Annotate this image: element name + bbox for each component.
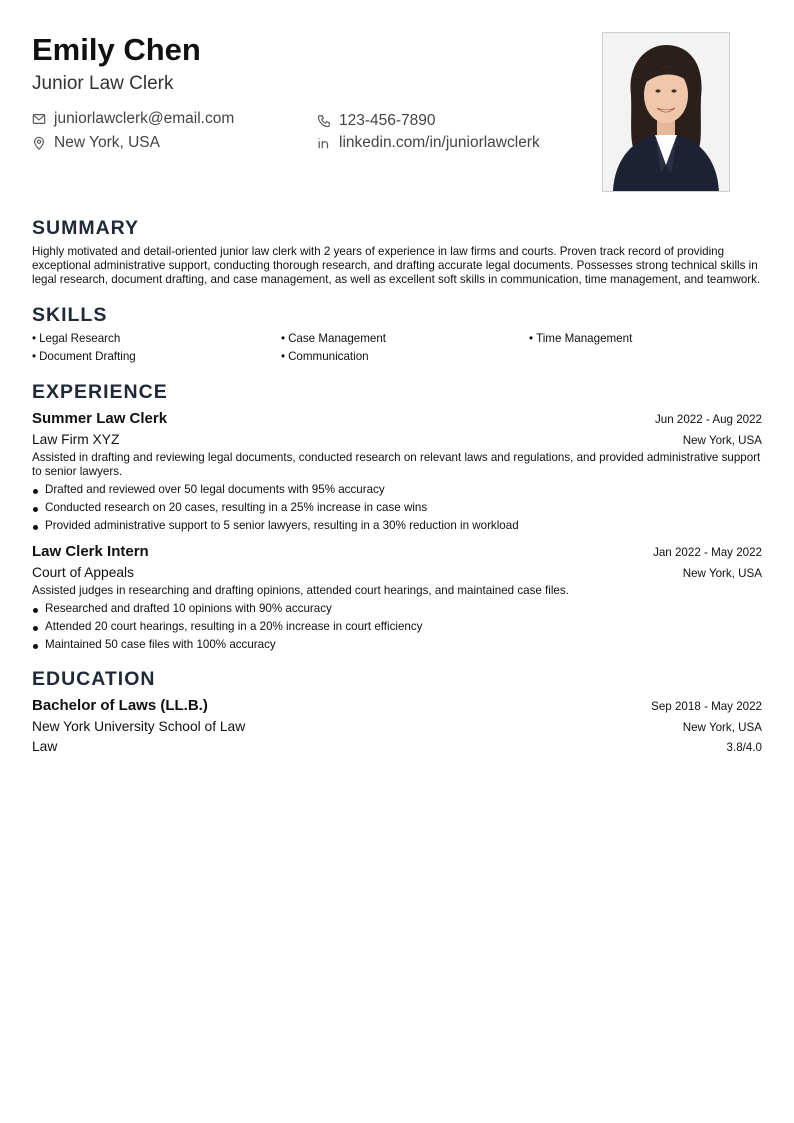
profile-photo — [602, 32, 730, 192]
list-item: Conducted research on 20 cases, resulting in a 25% increase in case wins — [32, 501, 762, 515]
list-item: Provided administrative support to 5 senior lawyers, resulting in a 30% reduction in workload — [32, 519, 762, 533]
candidate-title: Junior Law Clerk — [32, 73, 174, 94]
job-location: New York, USA — [682, 567, 762, 580]
location-text: New York, USA — [54, 134, 160, 151]
phone-text: 123-456-7890 — [339, 112, 436, 129]
skill-item: • Case Management — [281, 332, 387, 345]
education-entry — [32, 697, 762, 756]
mail-icon — [32, 112, 46, 126]
contact-linkedin[interactable] — [317, 134, 540, 152]
school-location: New York, USA — [682, 721, 762, 734]
skill-item: • Communication — [281, 350, 369, 363]
skill-item: • Document Drafting — [32, 350, 136, 363]
job-org: Court of Appeals — [32, 565, 135, 580]
list-item: Maintained 50 case files with 100% accuracy — [32, 638, 762, 652]
experience-section — [32, 381, 762, 652]
linkedin-text: linkedin.com/in/juniorlawclerk — [339, 134, 540, 151]
job-entry — [32, 410, 762, 533]
contact-phone[interactable] — [317, 112, 436, 130]
phone-icon — [317, 114, 331, 128]
job-description: Assisted in drafting and reviewing legal documents, conducted research on relevant laws and regulations, and provided administrative support to senior lawyers. — [32, 451, 761, 478]
skills-section — [32, 304, 762, 364]
list-item: Drafted and reviewed over 50 legal documents with 95% accuracy — [32, 483, 762, 497]
field-of-study: Law — [32, 739, 58, 754]
job-dates: Jan 2022 - May 2022 — [653, 546, 762, 559]
job-achievements — [32, 602, 762, 652]
portrait-illustration — [603, 33, 729, 191]
job-title: Law Clerk Intern — [32, 543, 149, 560]
job-description: Assisted judges in researching and drafting opinions, attended court hearings, and maintained case files. — [32, 584, 569, 597]
degree-title: Bachelor of Laws (LL.B.) — [32, 697, 208, 714]
job-achievements — [32, 483, 762, 533]
resume-header — [32, 32, 762, 192]
experience-heading: EXPERIENCE — [32, 381, 168, 403]
skills-list — [32, 332, 762, 364]
skills-heading: SKILLS — [32, 304, 108, 326]
education-dates: Sep 2018 - May 2022 — [651, 700, 762, 713]
candidate-name: Emily Chen — [32, 32, 201, 67]
map-pin-icon — [32, 136, 46, 150]
list-item: Attended 20 court hearings, resulting in a 20% increase in court efficiency — [32, 620, 762, 634]
school-name: New York University School of Law — [32, 719, 246, 734]
list-item: Researched and drafted 10 opinions with 90% accuracy — [32, 602, 762, 616]
skill-item: • Legal Research — [32, 332, 121, 345]
email-text: juniorlawclerk@email.com — [54, 110, 235, 127]
contact-email[interactable] — [32, 110, 234, 128]
skill-item: • Time Management — [529, 332, 633, 345]
job-location: New York, USA — [682, 434, 762, 447]
contact-location — [32, 134, 160, 152]
job-title: Summer Law Clerk — [32, 410, 168, 427]
linkedin-icon — [317, 136, 331, 150]
summary-heading: SUMMARY — [32, 217, 140, 239]
job-org: Law Firm XYZ — [32, 432, 120, 447]
summary-text: Highly motivated and detail-oriented junior law clerk with 2 years of experience in law firms and courts. Proven track record of providing exceptional administrative support, conducting thorough research, and drafting accurate legal documents. Possesses strong technical skills in legal research, document drafting, and case management, as well as excellent soft skills in communication, time management, and teamwork. — [32, 245, 761, 286]
gpa: 3.8/4.0 — [726, 741, 762, 754]
education-heading: EDUCATION — [32, 668, 156, 690]
education-section — [32, 668, 762, 756]
job-dates: Jun 2022 - Aug 2022 — [654, 413, 762, 426]
resume-page — [32, 32, 762, 756]
summary-section — [32, 217, 762, 287]
job-entry — [32, 543, 762, 652]
